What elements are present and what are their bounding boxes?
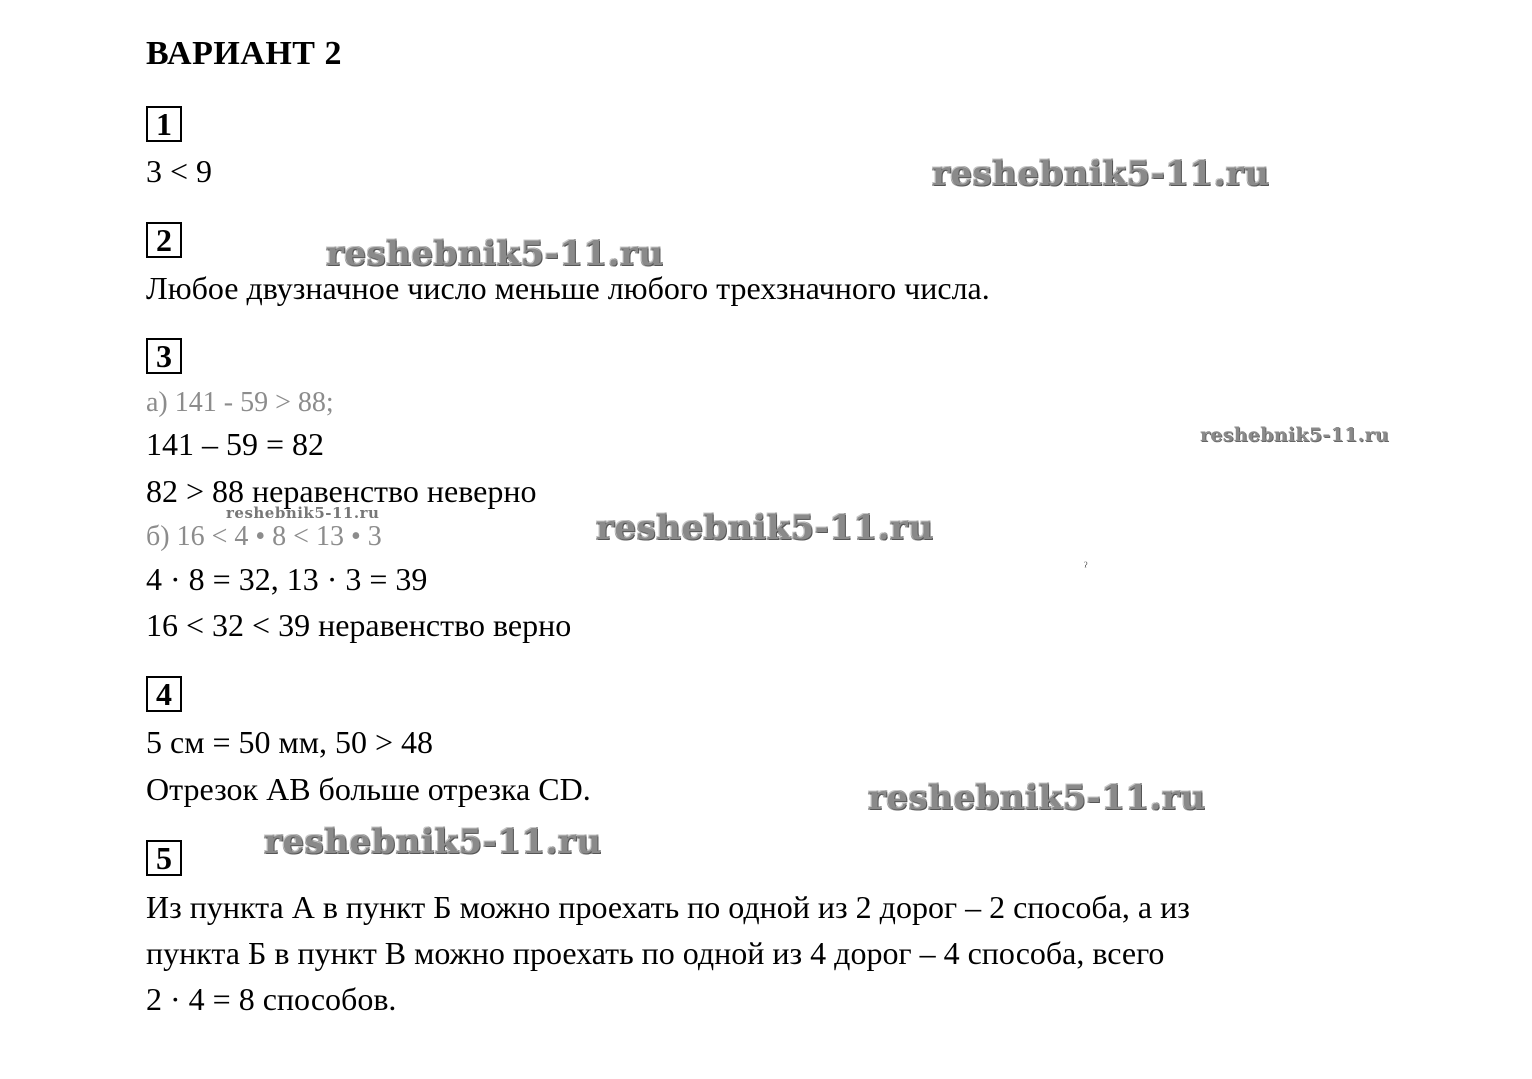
watermark: reshebnik5-11.ru [1200,424,1389,446]
task-5-line-1: Из пункта А в пункт Б можно проехать по одной из 2 дорог – 2 способа, а из [146,889,1190,925]
task-5-number: 5 [146,840,182,876]
watermark: reshebnik5-11.ru [264,822,602,862]
watermark: reshebnik5-11.ru [596,508,934,548]
task-3-line-1: а) 141 - 59 > 88; [146,387,334,418]
task-1-line-1: 3 < 9 [146,153,213,189]
task-3-line-4: б) 16 < 4 • 8 < 13 • 3 [146,521,382,552]
task-4-line-2: Отрезок АВ больше отрезка CD. [146,771,591,807]
task-4-number: 4 [146,676,182,712]
task-2-line-1: Любое двузначное число меньше любого трехзначного числа. [146,270,990,306]
task-3-line-6: 16 < 32 < 39 неравенство верно [146,607,572,643]
watermark: reshebnik5-11.ru [932,154,1270,194]
task-3-line-2: 141 – 59 = 82 [146,426,325,462]
task-5-line-3: 2 · 4 = 8 способов. [146,981,397,1017]
task-4-line-1: 5 см = 50 мм, 50 > 48 [146,724,434,760]
task-3-line-5: 4 · 8 = 32, 13 · 3 = 39 [146,561,428,597]
watermark: reshebnik5-11.ru [868,778,1206,818]
watermark: reshebnik5-11.ru [326,234,664,274]
task-5-line-2: пункта Б в пункт В можно проехать по одной из 4 дорог – 4 способа, всего [146,935,1165,971]
task-3-line-3: 82 > 88 неравенство неверно [146,473,537,509]
task-1-number: 1 [146,106,182,142]
task-3-number: 3 [146,338,182,374]
page-title: ВАРИАНТ 2 [146,35,342,72]
task-2-number: 2 [146,222,182,258]
watermark: reshebnik5-11.ru [226,504,380,522]
stray-mark: ˀ [1084,560,1088,575]
